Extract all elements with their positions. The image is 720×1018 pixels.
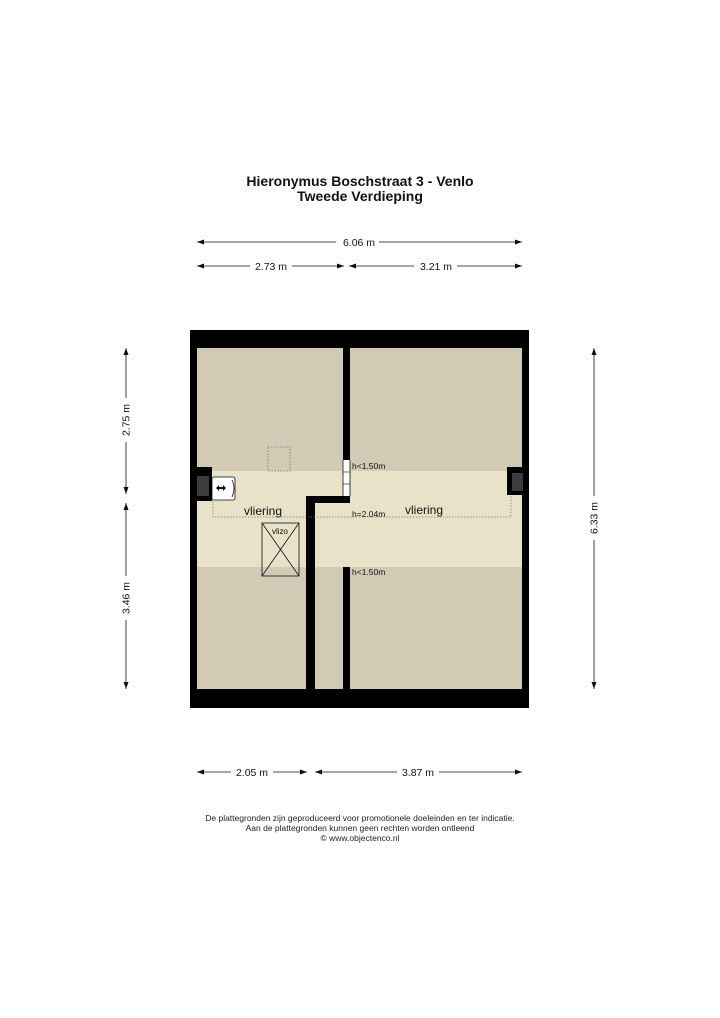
dimension-top-right-width <box>349 261 522 273</box>
disclaimer-line-1: De plattegronden zijn geproduceerd voor promotionele doeleinden en ter indicatie. <box>205 813 515 823</box>
dimension-top-left-width <box>197 261 344 273</box>
dimension-label: 2.75 m <box>120 403 133 437</box>
doorway <box>343 460 350 496</box>
dimension-total-height <box>589 348 601 689</box>
disclaimer-line-2: Aan de plattegronden kunnen geen rechten worden ontleend <box>245 823 475 833</box>
dimension-left-upper-height <box>121 348 133 494</box>
plan-address-title: Hieronymus Boschstraat 3 - Venlo <box>246 173 474 189</box>
height-label-upper: h<1.50m <box>352 461 386 471</box>
dimension-label: 2.73 m <box>254 261 288 273</box>
floor-plan <box>190 330 529 708</box>
dimension-label: 6.33 m <box>588 501 601 535</box>
hatch-label: vlizo <box>271 527 289 536</box>
interior-wall-upper <box>343 348 350 460</box>
interior-wall-lower <box>306 496 315 689</box>
dimension-total-width <box>197 237 522 249</box>
dimension-label: 3.46 m <box>120 581 133 615</box>
dimension-label: 2.05 m <box>235 767 269 779</box>
height-label-lower: h<1.50m <box>352 567 386 577</box>
dimension-left-lower-height <box>121 503 133 689</box>
room-label-right: vliering <box>404 503 444 517</box>
dimension-bottom-right-width <box>315 767 522 779</box>
room-label-left: vliering <box>243 504 283 518</box>
full-height-zone <box>197 471 522 567</box>
dimension-label: 6.06 m <box>342 237 376 249</box>
dimension-bottom-left-width <box>197 767 307 779</box>
plan-floor-title: Tweede Verdieping <box>297 188 423 204</box>
copyright-line: © www.objectenco.nl <box>320 833 400 843</box>
height-label-mid: h=2.04m <box>352 509 386 519</box>
dimension-label: 3.87 m <box>401 767 435 779</box>
dimension-label: 3.21 m <box>419 261 453 273</box>
